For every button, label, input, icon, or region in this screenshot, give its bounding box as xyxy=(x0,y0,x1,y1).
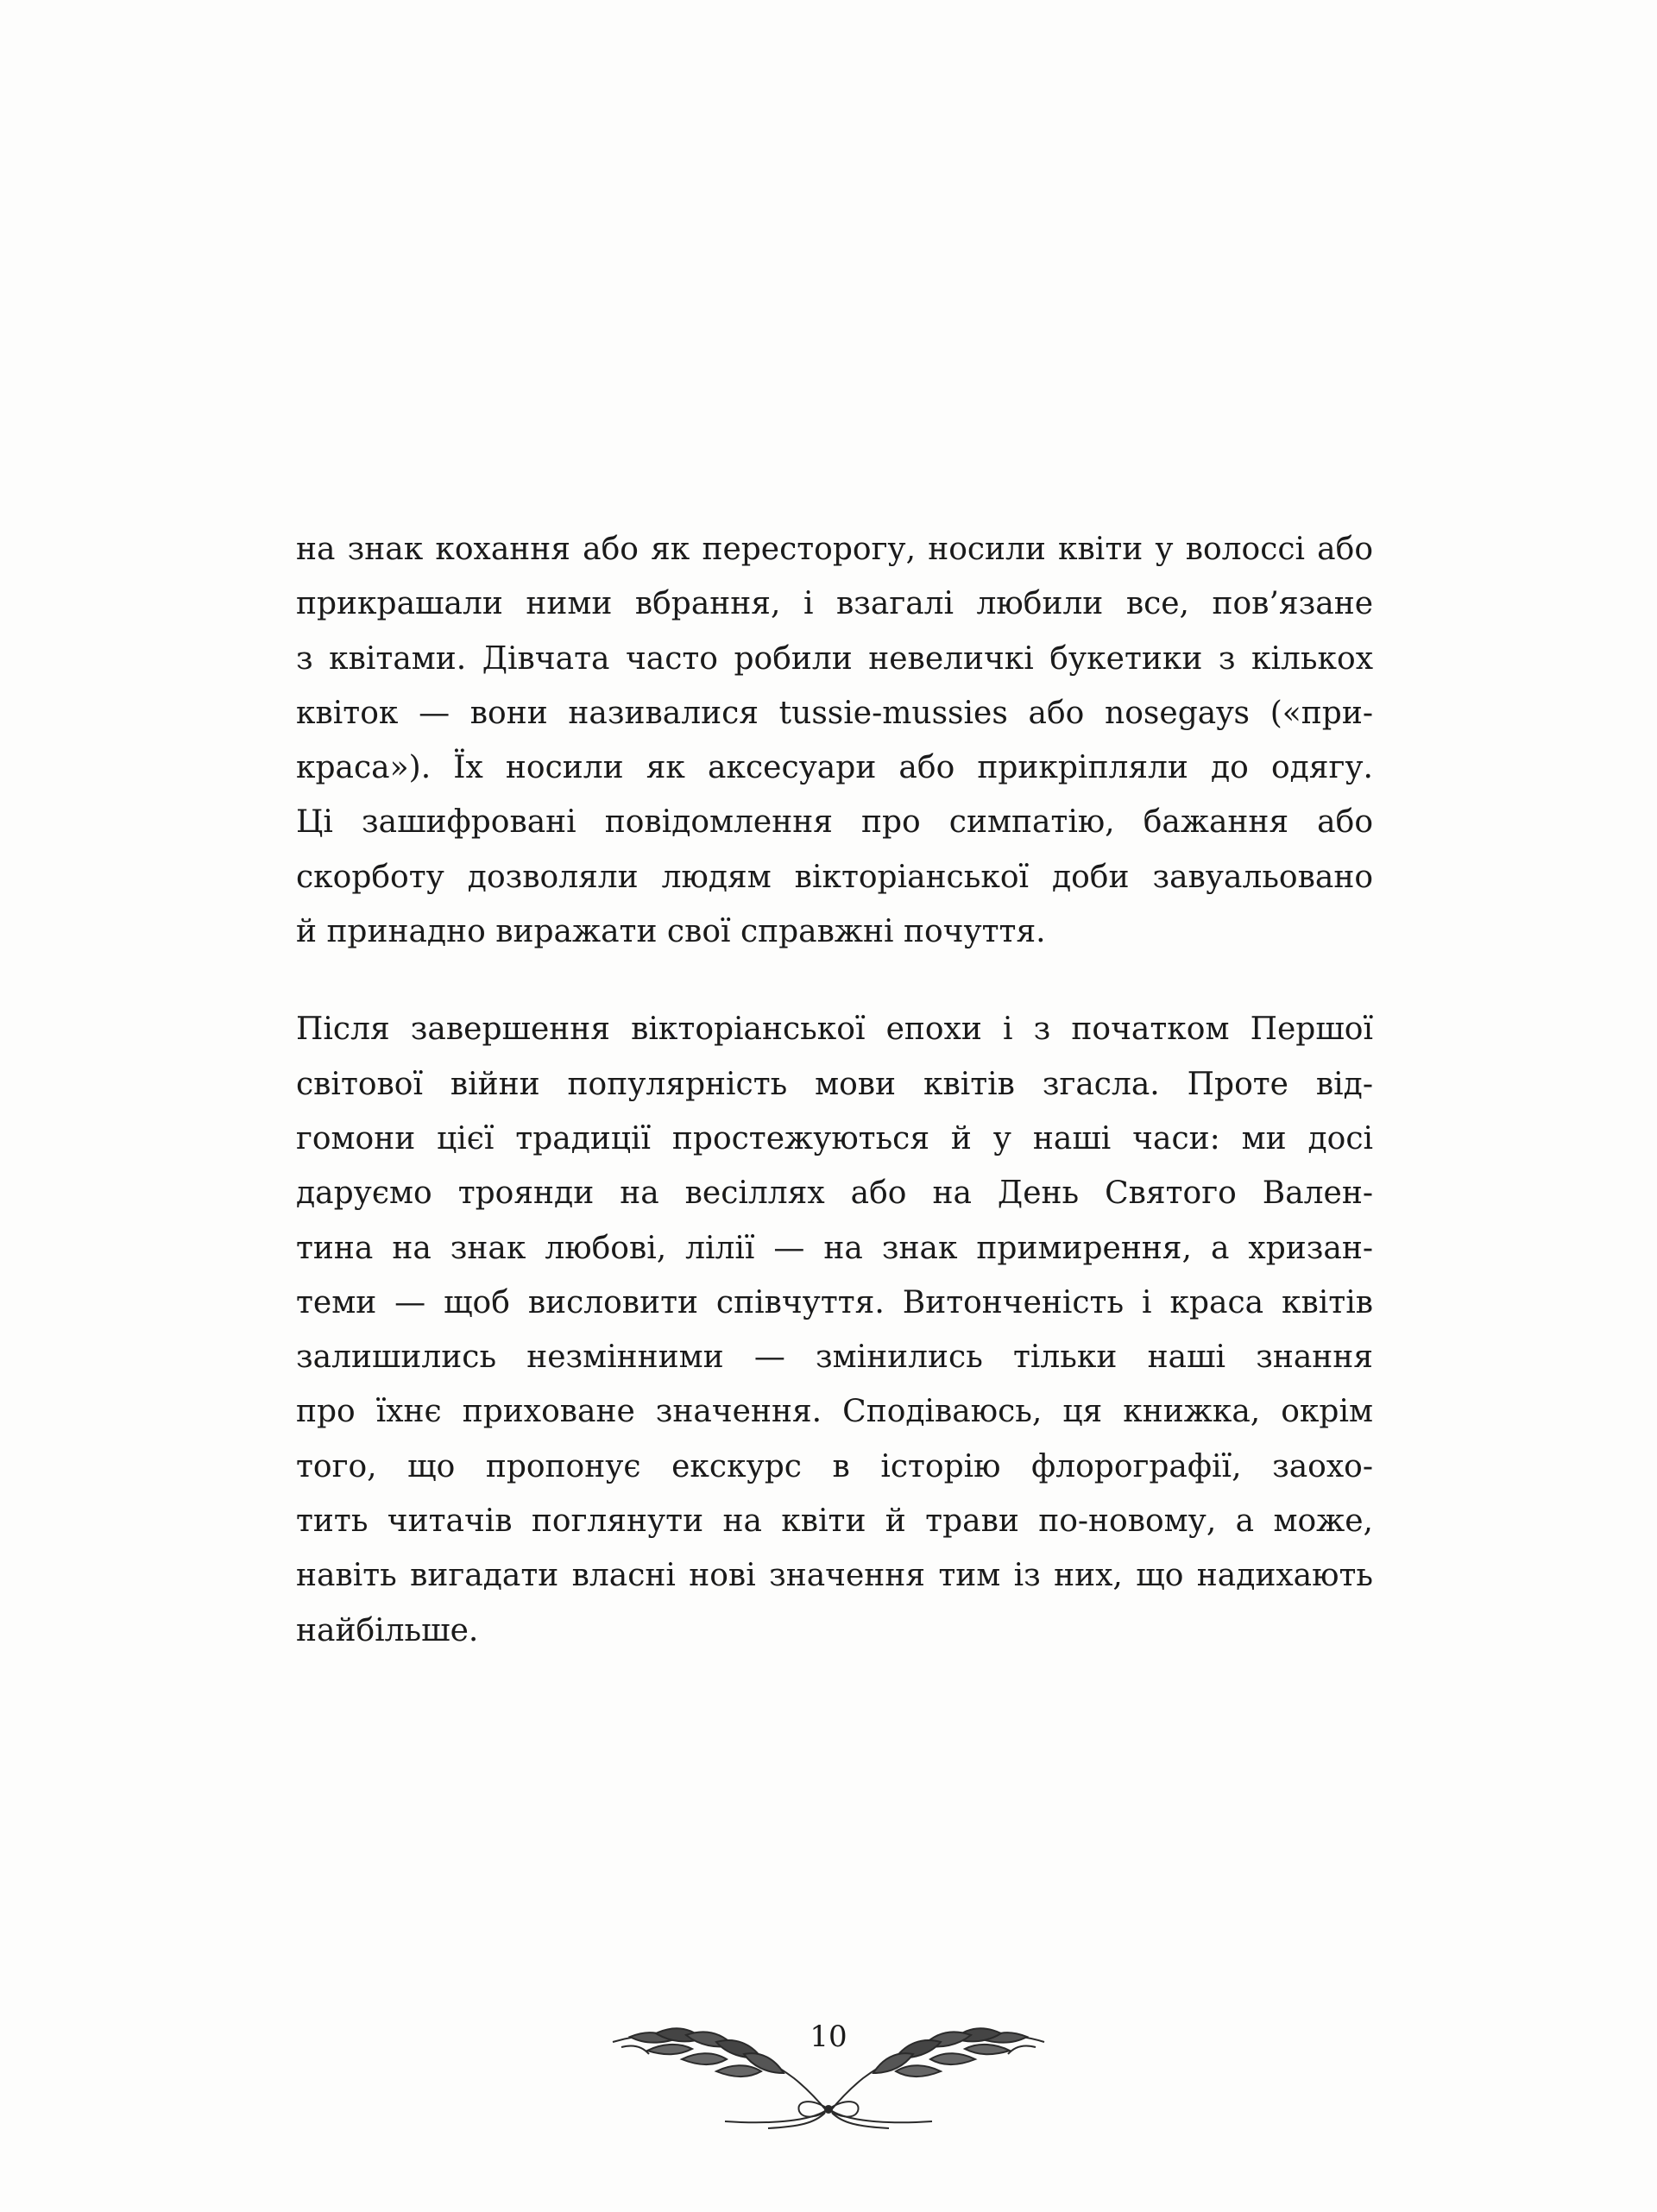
text-line: найбільше. xyxy=(296,1612,479,1648)
paragraph-gap xyxy=(296,959,1373,1002)
body-text xyxy=(296,522,1373,1658)
text-line: про їхнє приховане значення. Сподіваюсь, ця книжка, окрім xyxy=(296,1394,1373,1430)
text-line: тина на знак любові, лілії — на знак примирення, а хризан- xyxy=(296,1230,1373,1266)
text-line: на знак кохання або як пересторогу, носили квіти у волоссі або xyxy=(296,532,1373,567)
paragraph-2 xyxy=(296,1002,1373,1658)
text-line: того, що пропонує екскурс в історію флорографії, заохо- xyxy=(296,1448,1373,1484)
text-line: Ці зашифровані повідомлення про симпатію, бажання або xyxy=(296,804,1373,841)
paragraph-1 xyxy=(296,522,1373,959)
text-line: теми — щоб висловити співчуття. Витонченість і краса квітів xyxy=(296,1284,1373,1320)
text-line: світової війни популярність мови квітів згасла. Проте від- xyxy=(296,1066,1373,1102)
text-line: залишились незмінними — змінились тільки наші знання xyxy=(296,1339,1373,1376)
text-line: й принадно виражати свої справжні почуття. xyxy=(296,914,1046,950)
text-line: даруємо троянди на весіллях або на День Святого Вален- xyxy=(296,1175,1373,1212)
text-line: квіток — вони називалися tussie-mussies або nosegays («при- xyxy=(296,695,1373,731)
text-line: краса»). Їх носили як аксесуари або прикріпляли до одягу. xyxy=(296,750,1373,786)
text-line: тить читачів поглянути на квіти й трави по-новому, а може, xyxy=(296,1503,1373,1540)
text-line: скорботу дозволяли людям вікторіанської доби завуальовано xyxy=(296,859,1373,895)
text-line: гомони цієї традиції простежуються й у наші часи: ми досі xyxy=(296,1120,1373,1156)
text-line: Після завершення вікторіанської епохи і з початком Першої xyxy=(296,1011,1373,1048)
text-line: прикрашали ними вбрання, і взагалі любили все, пов’язане xyxy=(296,586,1373,622)
text-line: з квітами. Дівчата часто робили невеличкі букетики з кількох xyxy=(296,640,1373,677)
page-footer xyxy=(595,2018,1062,2130)
page-number: 10 xyxy=(810,2020,847,2054)
text-line: навіть вигадати власні нові значення тим із них, що надихають xyxy=(296,1558,1373,1594)
